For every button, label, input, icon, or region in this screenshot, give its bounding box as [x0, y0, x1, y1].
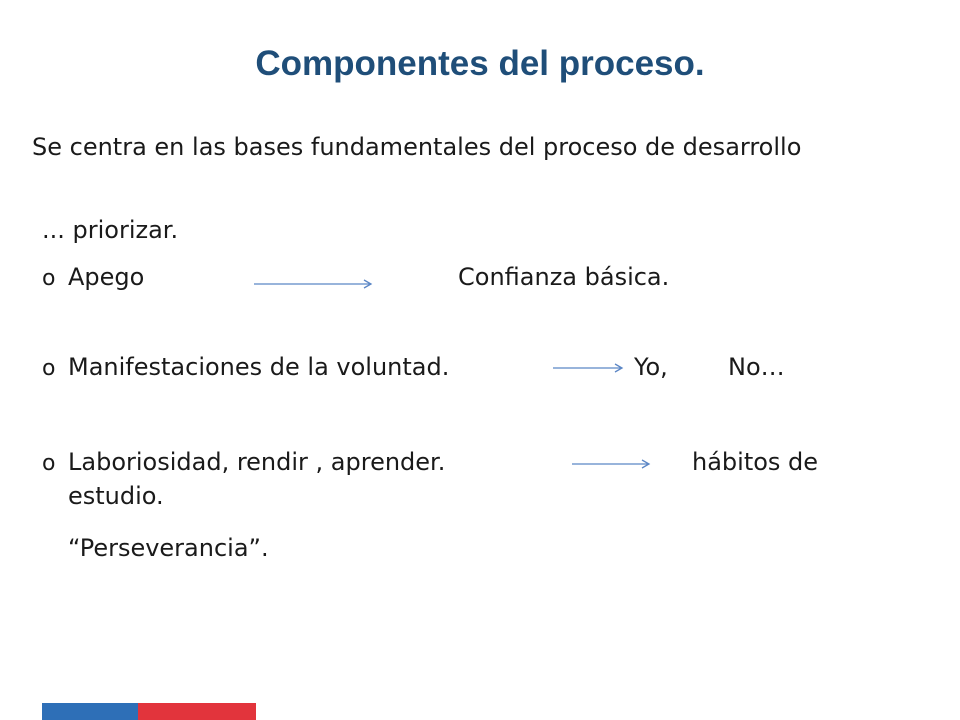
footer-color-bar: [42, 703, 256, 720]
bullet-apego-text: Apego: [68, 263, 145, 291]
slide-title: Componentes del proceso.: [255, 44, 705, 83]
bullet-marker: o: [42, 451, 56, 476]
bullet-laboriosidad-cont: estudio.: [68, 482, 164, 510]
bullet-laboriosidad-text: Laboriosidad, rendir , aprender.: [68, 448, 446, 476]
bullet-voluntad-text: Manifestaciones de la voluntad.: [68, 353, 450, 381]
bullet-laboriosidad-result: hábitos de: [692, 448, 819, 476]
footer-bar-red: [138, 703, 256, 720]
bullet-marker: o: [42, 266, 56, 291]
arrow-icon: [553, 362, 625, 374]
bullet-perseverancia: “Perseverancia”.: [68, 534, 269, 562]
bullet-apego-result: Confianza básica.: [458, 263, 670, 291]
arrow-icon: [254, 278, 374, 290]
footer-bar-blue: [42, 703, 138, 720]
bullet-voluntad-no: No…: [728, 353, 785, 381]
intro-text: Se centra en las bases fundamentales del proceso de desarrollo: [32, 133, 802, 161]
arrow-icon: [572, 458, 652, 470]
bullet-voluntad-yo: Yo,: [634, 353, 668, 381]
bullet-marker: o: [42, 356, 56, 381]
sub-text: ... priorizar.: [42, 216, 179, 244]
